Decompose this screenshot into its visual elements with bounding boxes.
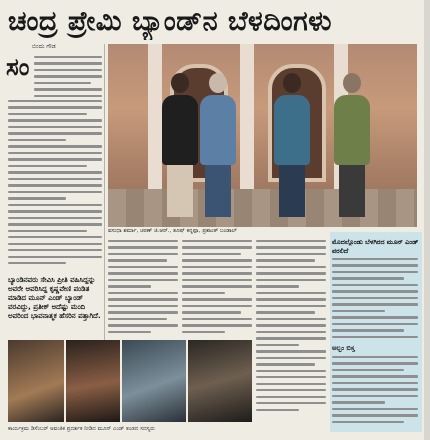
drop-cap: ಸಂ: [6, 53, 30, 81]
band-member-figure: [200, 73, 236, 217]
band-member-figure: [334, 73, 370, 217]
body-text-column-2: [108, 240, 178, 336]
strip-photo-singer: [66, 340, 120, 422]
body-text-column-4: [256, 240, 326, 422]
body-text-column-1: [34, 56, 102, 98]
page-edge: [424, 0, 430, 440]
sidebar-heading: ಮೊದಲ್ಗೊಂಡು ಬೆಳಗಿರದ ಮೂನ್ ಎಂಡ್ ವರಲಿದೆ: [332, 238, 419, 255]
strip-photo-guitarist: [8, 340, 64, 422]
column-rule: [104, 44, 105, 340]
pull-quote: ಬ್ಯಾಂಡಿನವರು ಸೇವಿಸಿ ಪ್ರೀತಿ ವಹಿಸಿದ್ದನ್ನು ಅವರೇ ಆವರಿಸಿದ್ದ ಕೃಷ್ಣವೇಣಿ ಪಂಡಿತ ಮಾಡಿದ ಮೂನ್ ಎಂಡ್ ಬ್ಯಾಂಡ್ ವರವಿದ್ದು, ಪ್ರತೀಕ್ ಅದೆಷ್ಟು ಮಂದಿ ಅವರಿಂದ ಭಾವನಾತ್ಮಕ ಹೆಸರಿನ ಪತ್ತಾಗಿದೆ.: [8, 276, 101, 320]
band-member-figure: [274, 73, 310, 217]
sidebar-text: [332, 258, 418, 342]
sidebar-subhead: ಅಲ್ಬಂ ಬಿಸ್ತ: [332, 344, 355, 352]
band-photo: [108, 44, 417, 227]
photo-caption: ವಸುಧಾ ಶರ್ಮಾ, ಚರಣ್ ಜಿ.ಆರ್., ತೂಷ್ ಕನ್ನಪ್ಪಾ, ಪ್ರಶಾಂತ್ ಬಂಡಾಲ್: [108, 228, 237, 234]
sidebar-text-2: [332, 356, 418, 428]
body-text-column-3: [182, 240, 252, 336]
band-member-figure: [162, 73, 198, 217]
strip-photo-performer: [122, 340, 186, 422]
strip-caption: ಕಾರ್ಯಕ್ರಮ ಡಿಸೆಂಬರ್ ಅವಂತಿಕ ಪ್ರದರ್ಶಕ ನೀಡಿದ ಮೂನ್ ಎಂಡ್ ತಂಡದ ಸದಸ್ಯರು: [8, 426, 155, 432]
article-byline: ಬಿಂದು ಗೌಡ: [32, 43, 56, 50]
body-text-column-1b: [8, 100, 102, 268]
article-headline: ಚಂದ್ರ ಪ್ರೇಮಿ ಬ್ಯಾಂಡ್‌ನ ಬೆಳದಿಂಗಳು: [8, 6, 332, 37]
strip-photo-drummer: [188, 340, 252, 422]
